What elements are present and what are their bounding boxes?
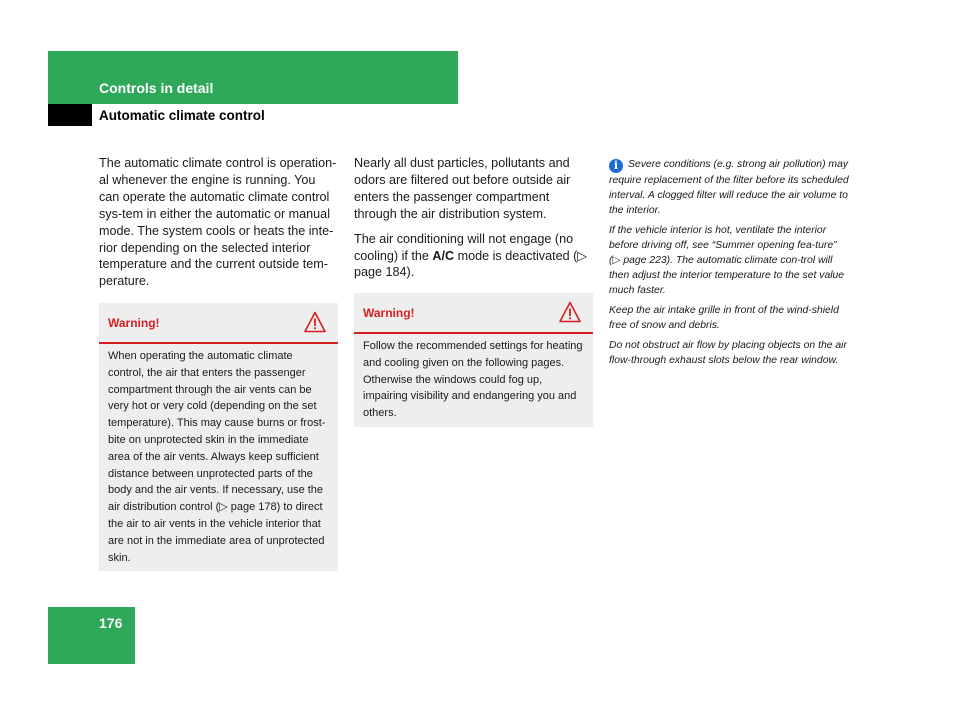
section-title: Controls in detail xyxy=(99,80,214,96)
warning-header xyxy=(99,303,338,344)
note-ventilate: If the vehicle interior is hot, ventilate the interior before driving off, see “Summer opening fea-ture” (▷ page 223). The automatic climate con-trol will then adjust the interior temperature to the set value much faster. xyxy=(609,225,845,296)
warning-text: Follow the recommended settings for heating and cooling given on the following pages. Otherwise the windows could fog up, impairing visibility and endangering you and others. xyxy=(363,340,583,420)
warning-triangle-icon xyxy=(559,301,581,323)
subsection-title: Automatic climate control xyxy=(99,108,265,123)
warning-label: Warning! xyxy=(363,306,415,320)
filter-paragraph: Nearly all dust particles, pollutants and odors are filtered out before outside air enters the passenger compartment through the air distribution system. xyxy=(354,156,571,221)
info-icon: i xyxy=(609,159,623,173)
ac-key-label: A/C xyxy=(432,248,455,263)
warning-box-burns xyxy=(99,303,338,571)
warning-triangle-icon xyxy=(304,311,326,333)
warning-header xyxy=(354,293,593,334)
page-number: 176 xyxy=(99,615,123,631)
note-filter-text: Severe conditions (e.g. strong air pollution) may require replacement of the filter before its scheduled interval. A clogged filter will reduce the air volume to the interior. xyxy=(609,159,849,216)
warning-label: Warning! xyxy=(108,316,160,330)
ac-text-before: The air conditioning will not engage (no cooling) if the xyxy=(354,231,574,263)
note-exhaust-slots: Do not obstruct air flow by placing objects on the air flow-through exhaust slots below the rear window. xyxy=(609,340,847,366)
note-intake-grille: Keep the air intake grille in front of the wind-shield free of snow and debris. xyxy=(609,305,839,331)
intro-paragraph: The automatic climate control is operation-al whenever the engine is running. You can operate the automatic climate control sys-tem in either the automatic or manual mode. The system cools or heats the inte-rior depending on the selected interior temperature and the current outside tem-perature. xyxy=(99,156,337,289)
ac-text-after: mode is deactivated (▷ page 184). xyxy=(354,248,587,280)
warning-text: When operating the automatic climate control, the air that enters the passenger compartment through the air vents can be very hot or very cold (depending on the set temperature). This may cause burns or frost-bite on unprotected skin in the immediate area of the air vents. Always keep sufficient distance between unprotected parts of the body and the air vents. If necessary, use the air distribution control (▷ page 178) to direct the air to air vents in the vehicle interior that are not in the immediate area of unprotected skin. xyxy=(108,350,326,564)
column-1 xyxy=(99,155,339,298)
column-2 xyxy=(354,155,594,289)
ac-paragraph xyxy=(354,231,594,282)
note-filter xyxy=(609,157,849,218)
warning-box-settings xyxy=(354,293,593,427)
column-3-notes xyxy=(609,157,849,373)
section-marker-tab xyxy=(48,104,92,126)
header-band xyxy=(48,51,458,104)
